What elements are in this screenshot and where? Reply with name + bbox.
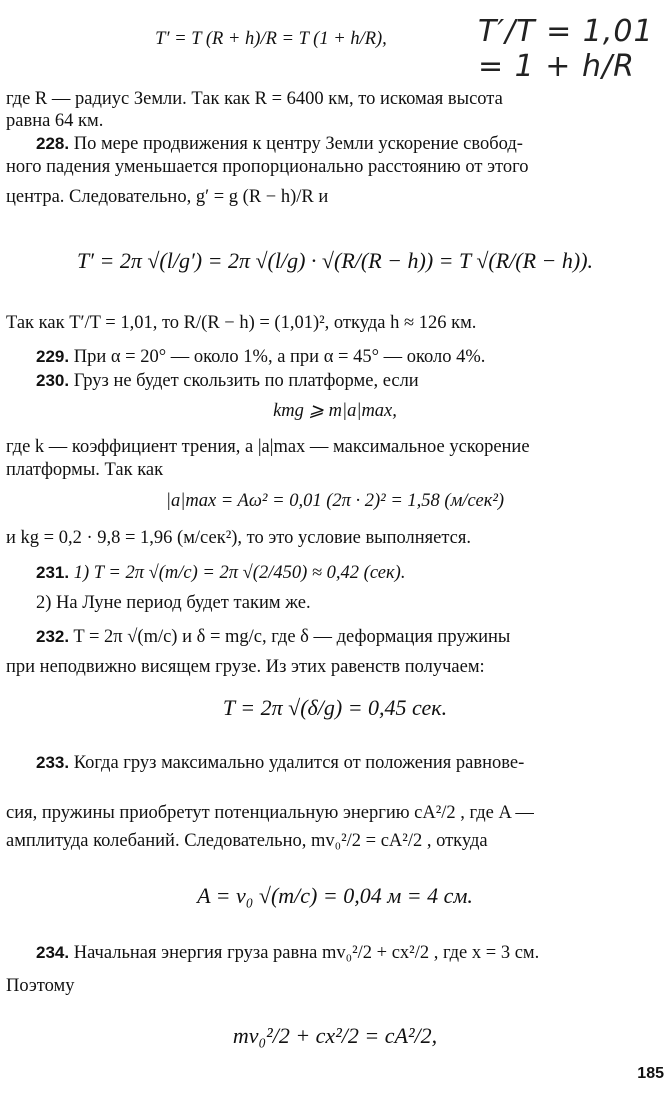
formula: A = v₀ √(m/c) = 0,04 м = 4 см. <box>197 883 473 908</box>
text-line: равна 64 км. <box>6 111 104 131</box>
text-line: Поэтому <box>6 976 75 996</box>
text-line: где R — радиус Земли. Так как R = 6400 км, то искомая высота <box>6 89 503 109</box>
text-line: 2) На Луне период будет таким же. <box>36 593 311 613</box>
text-line: амплитуда колебаний. Следовательно, mv₀²/2 = cA²/2 , откуда <box>6 831 488 851</box>
problem-229: 229. При α = 20° — около 1%, а при α = 45° — около 4%. <box>36 347 486 367</box>
problem-228: 228. По мере продвижения к центру Земли ускорение свобод- <box>36 134 523 154</box>
formula: T′ = 2π √(l/g′) = 2π √(l/g) · √(R/(R − h)) = T √(R/(R − h)). <box>76 248 594 273</box>
formula: mv₀²/2 + cx²/2 = cA²/2, <box>232 1023 438 1048</box>
problem-230: 230. Груз не будет скользить по платформе, если <box>36 371 419 391</box>
page-number: 185 <box>637 1065 664 1082</box>
formula: |a|max = Aω² = 0,01 (2π · 2)² = 1,58 (м/сек²) <box>165 491 505 511</box>
formula: kmg ⩾ m|a|max, <box>273 401 397 421</box>
problem-234: 234. Начальная энергия груза равна mv₀²/2 + cx²/2 , где x = 3 см. <box>36 943 540 963</box>
text-line: ного падения уменьшается пропорционально расстоянию от этого <box>6 157 529 177</box>
problem-231: 231. 1) T = 2π √(m/c) = 2π √(2/450) ≈ 0,42 (сек). <box>36 563 406 583</box>
handwritten-note: T′/T = 1,01 = 1 + h/R <box>478 14 654 84</box>
text-line: сия, пружины приобретут потенциальную энергию cA²/2 , где A — <box>6 803 534 823</box>
problem-232: 232. T = 2π √(m/c) и δ = mg/c, где δ — деформация пружины <box>36 627 511 647</box>
text-line: при неподвижно висящем грузе. Из этих равенств получаем: <box>6 657 485 677</box>
formula-top: T′ = T (R + h)/R = T (1 + h/R), <box>155 29 387 49</box>
text-line: Так как T′/T = 1,01, то R/(R − h) = (1,01)², откуда h ≈ 126 км. <box>6 313 477 333</box>
formula: T = 2π √(δ/g) = 0,45 сек. <box>222 695 448 720</box>
text-line: платформы. Так как <box>6 460 164 480</box>
text-line: где k — коэффициент трения, а |a|max — максимальное ускорение <box>6 437 530 457</box>
text-line: и kg = 0,2 · 9,8 = 1,96 (м/сек²), то это условие выполняется. <box>6 528 472 548</box>
problem-233: 233. Когда груз максимально удалится от положения равнове- <box>36 753 525 773</box>
text-line: центра. Следовательно, g′ = g (R − h)/R и <box>6 187 329 207</box>
